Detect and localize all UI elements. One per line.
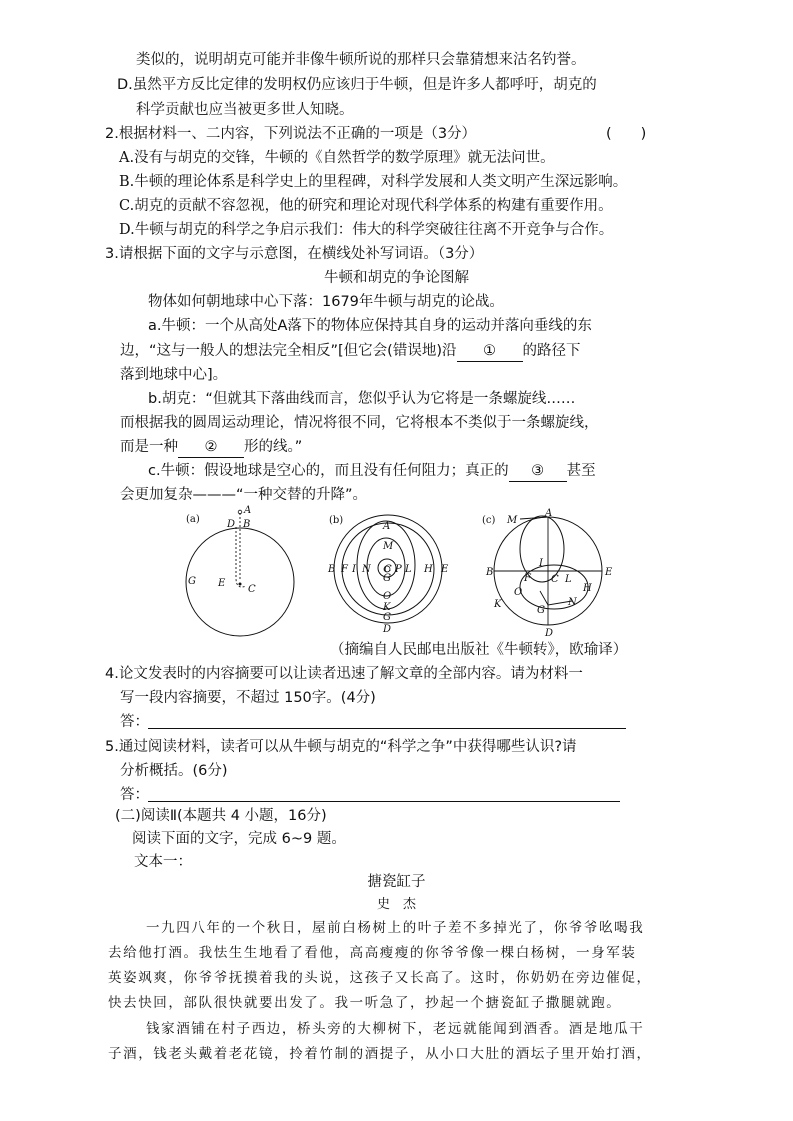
- diagram-point-label: G: [537, 605, 545, 616]
- text-1-label: 文本一：: [134, 854, 192, 870]
- diagram-point-label: E: [218, 578, 226, 589]
- story-paragraph-line: 钱家酒铺在村子西边，桥头旁的大柳树下，老远就能闻到酒香。酒是地瓜干: [146, 1021, 645, 1037]
- question-3-item-a-line2: 边，“这与一般人的想法完全相反”[但它会(错误地)沿 ① 的路径下: [120, 341, 581, 362]
- diagram-point-label: E: [605, 567, 613, 578]
- diagram-point-label: B: [486, 567, 494, 578]
- figure-c-label: (c): [482, 515, 496, 526]
- question-3-title: 牛顿和胡克的争论图解: [324, 270, 469, 286]
- diagram-point-label: N: [362, 564, 371, 575]
- question-2-answer-paren: ( ): [606, 126, 647, 142]
- question-5-answer-label: 答：: [120, 787, 149, 803]
- figure-b: [325, 505, 455, 640]
- question-3-item-c-line2: 会更加复杂———“一种交替的升降”。: [120, 487, 368, 503]
- option-c-continuation: 类似的，说明胡克可能并非像牛顿所说的那样只会靠猜想来沽名钓誉。: [136, 52, 586, 68]
- diagram-point-label: D: [227, 519, 236, 530]
- story-author: 史 杰: [376, 897, 416, 912]
- question-2-option-b: B.牛顿的理论体系是科学史上的里程碑，对科学发展和人类文明产生深远影响。: [119, 174, 628, 190]
- diagram-point-label: L: [565, 574, 572, 585]
- diagram-point-label: E: [441, 564, 449, 575]
- question-5-line2: 分析概括。(6分): [120, 763, 228, 779]
- story-paragraph-line: 英姿飒爽，你爷爷抚摸着我的头说，这孩子又长高了。这时，你奶奶在旁边催促，: [108, 970, 652, 986]
- diagram-point-label: A: [244, 505, 252, 516]
- question-3-item-b-line1: b.胡克：“但就其下落曲线而言，您似乎认为它将是一条螺旋线……: [148, 391, 576, 407]
- story-paragraph-line: 快去快回，部队很快就要出发了。我一听急了，抄起一个搪瓷缸子撒腿就跑。: [108, 995, 622, 1011]
- diagram-point-label: I: [539, 558, 543, 569]
- diagram-point-label: C: [248, 584, 256, 595]
- question-2: 2.根据材料一、二内容，下列说法不正确的一项是（3分）: [105, 126, 477, 142]
- diagram-point-label: O: [514, 587, 523, 598]
- story-paragraph-line: 一九四八年的一个秋日，屋前白杨树上的叶子差不多掉光了，你爷爷吆喝我: [146, 920, 645, 936]
- diagram-point-label: G: [383, 573, 391, 584]
- diagram-point-label: C: [551, 574, 559, 585]
- question-4-line2: 写一段内容摘要，不超过 150字。(4分): [120, 690, 376, 706]
- question-4-line1: 4.论文发表时的内容摘要可以让读者迅速了解文章的全部内容。请为材料一: [105, 666, 583, 682]
- question-3-item-a-line1: a.牛顿：一个从高处A落下的物体应保持其自身的运动并落向垂线的东: [148, 318, 592, 334]
- diagram-point-label: H: [583, 583, 592, 594]
- diagram-point-label: M: [383, 541, 394, 552]
- diagram-point-label: G: [383, 612, 391, 623]
- diagram-point-label: D: [545, 628, 554, 639]
- question-5-line1: 5.通过阅读材料，读者可以从牛顿与胡克的“科学之争”中获得哪些认识?请: [105, 739, 577, 755]
- diagram-point-label: I: [352, 564, 356, 575]
- diagram-point-label: F: [341, 564, 348, 575]
- diagram-point-label: B: [328, 564, 336, 575]
- diagram-point-label: A: [545, 508, 553, 519]
- diagram-point-label: L: [405, 564, 412, 575]
- section-2-heading: (二)阅读Ⅱ(本题共 4 小题，16分): [115, 808, 327, 824]
- blank-3[interactable]: ③: [509, 461, 567, 482]
- diagram-point-label: M: [507, 515, 518, 526]
- diagram-point-label: P: [395, 564, 402, 575]
- option-d-continuation: 科学贡献也应当被更多世人知晓。: [136, 102, 354, 118]
- diagram-point-label: O: [383, 591, 392, 602]
- figure-a-label: (a): [186, 514, 200, 525]
- diagram-point-label: K: [383, 602, 391, 613]
- question-4-answer-line[interactable]: [148, 728, 626, 729]
- question-3-item-c-line1: c.牛顿：假设地球是空心的，而且没有任何阻力；真正的 ③ 甚至: [148, 461, 596, 482]
- story-paragraph-line: 子酒，钱老头戴着老花镜，拎着竹制的酒提子，从小口大肚的酒坛子里开始打酒，: [108, 1046, 652, 1062]
- diagram-point-label: H: [424, 564, 433, 575]
- story-title: 搪瓷缸子: [367, 874, 426, 890]
- section-2-instruction: 阅读下面的文字，完成 6~9 题。: [132, 831, 346, 847]
- question-2-option-d: D.牛顿与胡克的科学之争启示我们：伟大的科学突破往往离不开竞争与合作。: [119, 222, 614, 238]
- question-2-option-a: A.没有与胡克的交锋，牛顿的《自然哲学的数学原理》就无法问世。: [119, 150, 555, 166]
- figure-c: [480, 505, 620, 640]
- diagram-point-label: G: [188, 576, 196, 587]
- figure-source: （摘编自人民邮电出版社《牛顿转》，欧瑜译）: [330, 642, 628, 658]
- story-paragraph-line: 去给他打酒。我怯生生地看了看他，高高瘦瘦的你爷爷像一棵白杨树，一身军装: [108, 945, 637, 961]
- figure-b-label: (b): [329, 515, 344, 526]
- diagram-point-label: N: [568, 597, 577, 608]
- question-2-option-c: C.胡克的贡献不容忽视，他的研究和理论对现代科学体系的构建有重要作用。: [119, 198, 613, 214]
- question-3-item-b-line3: 而是一种 ② 形的线。”: [120, 437, 302, 458]
- diagram-point-label: K: [494, 599, 502, 610]
- question-3-intro: 物体如何朝地球中心下落：1679年牛顿与胡克的论战。: [148, 294, 504, 310]
- question-3-item-b-line2: 而根据我的圆周运动理论，情况将很不同，它将根本不类似于一条螺旋线，: [120, 415, 599, 431]
- blank-1[interactable]: ①: [457, 341, 523, 362]
- diagram-point-label: A: [383, 521, 391, 532]
- question-5-answer-line[interactable]: [148, 801, 620, 802]
- diagram-point-label: C: [384, 564, 392, 575]
- blank-2[interactable]: ②: [178, 437, 244, 458]
- diagram-point-label: D: [383, 624, 392, 635]
- diagram-point-label: B: [243, 519, 251, 530]
- question-3: 3.请根据下面的文字与示意图，在横线处补写词语。（3分）: [105, 246, 484, 262]
- figure-a: [180, 500, 310, 640]
- option-d-line: D.虽然平方反比定律的发明权仍应该归于牛顿，但是许多人都呼吁，胡克的: [117, 77, 597, 93]
- diagram-point-label: F: [524, 573, 531, 584]
- question-4-answer-label: 答：: [120, 714, 149, 730]
- question-3-item-a-line3: 落到地球中心]。: [120, 367, 228, 383]
